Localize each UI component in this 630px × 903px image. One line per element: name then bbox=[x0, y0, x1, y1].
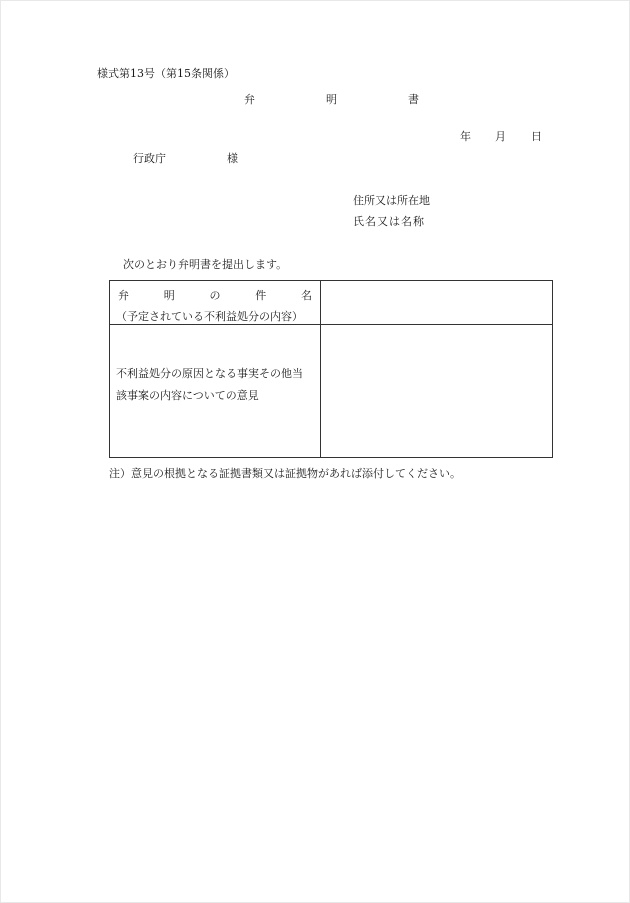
statement-table bbox=[109, 280, 553, 458]
row1-label-char: の bbox=[209, 289, 221, 302]
addressee-honorific: 様 bbox=[227, 152, 238, 165]
row1-label bbox=[110, 281, 320, 303]
row1-label-char: 名 bbox=[301, 289, 312, 302]
row1-label-char: 弁 bbox=[118, 289, 129, 302]
addressee-office: 行政庁 bbox=[133, 152, 166, 165]
name-label: 氏名又は名称 bbox=[353, 215, 425, 228]
date-month: 月 bbox=[495, 130, 506, 143]
intro-text: 次のとおり弁明書を提出します。 bbox=[123, 258, 288, 271]
title-char-1: 弁 bbox=[244, 93, 255, 106]
date-year: 年 bbox=[460, 130, 471, 143]
row2-label-line1: 不利益処分の原因となる事実その他当 bbox=[116, 367, 303, 380]
title-char-2: 明 bbox=[326, 93, 337, 106]
address-label: 住所又は所在地 bbox=[353, 194, 430, 207]
row2-label-cell bbox=[110, 325, 321, 458]
table-row bbox=[110, 325, 553, 458]
form-number: 様式第13号（第15条関係） bbox=[97, 67, 235, 80]
table-row bbox=[110, 281, 553, 325]
date-day: 日 bbox=[531, 130, 542, 143]
row1-label-cell bbox=[110, 281, 321, 325]
row2-value-cell[interactable] bbox=[321, 325, 553, 458]
row1-sublabel: （予定されている不利益処分の内容） bbox=[116, 310, 303, 323]
row1-label-char: 件 bbox=[255, 289, 267, 302]
row2-label-line2: 該事案の内容についての意見 bbox=[116, 389, 259, 402]
title-char-3: 書 bbox=[408, 93, 419, 106]
note-text: 注）意見の根拠となる証拠書類又は証拠物があれば添付してください。 bbox=[109, 467, 461, 480]
row1-label-char: 明 bbox=[163, 289, 175, 302]
row1-value-cell[interactable] bbox=[321, 281, 553, 325]
